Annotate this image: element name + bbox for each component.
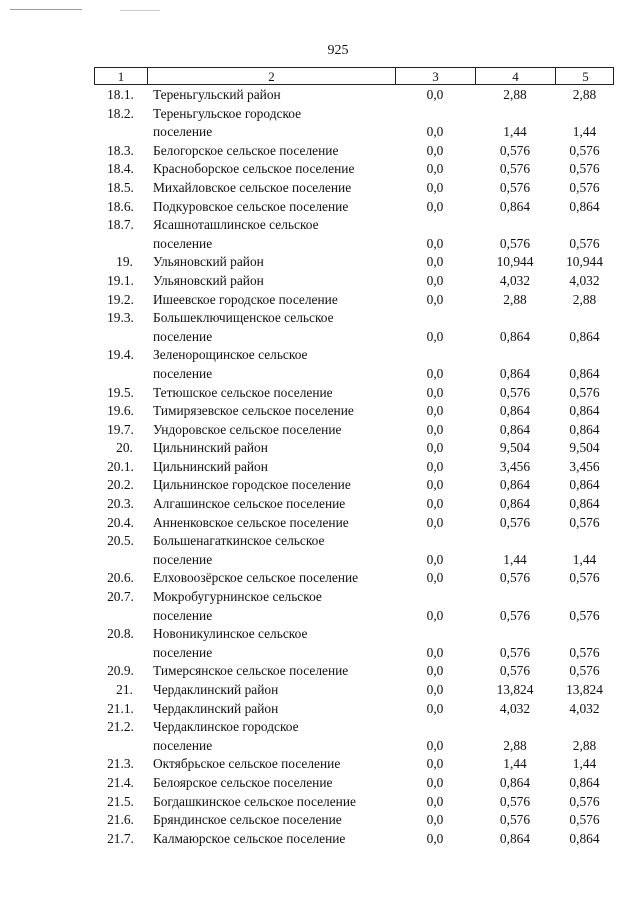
column-3-value: 0,0 [426, 551, 444, 567]
table-body [94, 86, 614, 848]
column-5-value: 10,944 [566, 254, 603, 270]
table-row [94, 384, 614, 403]
column-5-value: 3,456 [569, 458, 600, 474]
column-3-value: 0,0 [426, 87, 444, 102]
table-row [94, 160, 614, 179]
row-name: Мокробугурнинское сельское поселение [153, 589, 322, 623]
column-5-value: 0,864 [569, 421, 600, 437]
row-number: 20.3. [107, 496, 134, 512]
row-number: 19.5. [107, 384, 134, 400]
table-row [94, 86, 614, 105]
column-4-value: 3,456 [499, 458, 531, 474]
column-4-value: 0,576 [499, 570, 531, 586]
column-4-value: 4,032 [499, 700, 531, 716]
column-5-value: 0,864 [569, 198, 600, 214]
row-number: 18.3. [107, 142, 134, 158]
column-5-value: 2,88 [572, 87, 597, 102]
column-5-value: 0,576 [569, 644, 600, 660]
table-row [94, 662, 614, 681]
column-5-value: 1,44 [572, 124, 597, 140]
column-3-value: 0,0 [426, 496, 444, 512]
column-5-value: 0,576 [569, 179, 600, 195]
column-4-value: 0,576 [499, 514, 531, 530]
scan-artifact [10, 9, 82, 10]
row-name: Большенагаткинское сельское поселение [153, 533, 325, 567]
table-row [94, 625, 614, 662]
column-3-value: 0,0 [426, 663, 444, 679]
row-name: Новоникулинское сельское поселение [153, 626, 308, 660]
row-number: 21. [116, 682, 133, 697]
row-number: 18.6. [107, 198, 134, 214]
table-row [94, 532, 614, 569]
row-number: 21.4. [107, 774, 134, 790]
row-name: Чердаклинский район [153, 682, 279, 697]
table-row [94, 793, 614, 812]
row-number: 20. [116, 440, 133, 456]
table-row [94, 755, 614, 774]
column-4-value: 0,864 [499, 365, 531, 381]
column-5-value: 4,032 [569, 272, 600, 288]
row-number: 21.2. [107, 719, 134, 735]
column-5-value: 0,576 [569, 607, 600, 623]
column-3-value: 0,0 [426, 700, 444, 716]
column-4-value: 0,864 [499, 774, 531, 790]
table-row [94, 588, 614, 625]
row-number: 21.3. [107, 756, 134, 772]
row-name: Михайловское сельское поселение [153, 179, 352, 195]
column-5-value: 4,032 [569, 700, 600, 716]
column-5-value: 13,824 [566, 682, 603, 697]
column-4-value: 10,944 [496, 254, 534, 270]
table-row [94, 198, 614, 217]
row-name: Цильнинское городское поселение [153, 477, 351, 493]
row-name: Алгашинское сельское поселение [153, 496, 346, 512]
column-3-value: 0,0 [426, 328, 444, 344]
column-5-value: 0,576 [569, 384, 600, 400]
row-name: Чердаклинское городское поселение [153, 719, 299, 753]
column-header-5: 5 [582, 69, 589, 84]
row-name: Цильнинский район [153, 440, 268, 456]
column-5-value: 0,864 [569, 830, 600, 846]
table-row [94, 309, 614, 346]
row-number: 21.7. [107, 830, 134, 846]
column-4-value: 0,864 [499, 830, 531, 846]
column-4-value: 0,576 [499, 663, 531, 679]
table-row [94, 458, 614, 477]
column-5-value: 1,44 [572, 551, 597, 567]
scan-artifact [120, 10, 160, 11]
column-3-value: 0,0 [426, 291, 444, 307]
column-4-value: 0,864 [499, 328, 531, 344]
row-number: 20.9. [107, 663, 134, 679]
row-number: 21.6. [107, 812, 134, 828]
table-row [94, 681, 614, 700]
table-row [94, 272, 614, 291]
row-number: 20.4. [107, 514, 134, 530]
column-3-value: 0,0 [426, 142, 444, 158]
row-name: Тимерсянское сельское поселение [153, 663, 349, 679]
row-number: 18.5. [107, 179, 134, 195]
column-3-value: 0,0 [426, 793, 444, 809]
row-name: Белогорское сельское поселение [153, 142, 339, 158]
row-name: Чердаклинский район [153, 700, 279, 716]
table-row [94, 346, 614, 383]
column-4-value: 13,824 [496, 682, 534, 697]
column-5-value: 0,864 [569, 328, 600, 344]
column-4-value: 0,576 [499, 793, 531, 809]
column-4-value: 9,504 [499, 440, 531, 456]
column-5-value: 0,864 [569, 403, 600, 419]
row-name: Большеключищенское сельское поселение [153, 310, 334, 344]
column-5-value: 2,88 [572, 291, 597, 307]
table-row [94, 774, 614, 793]
column-3-value: 0,0 [426, 682, 444, 697]
budget-table [94, 67, 614, 848]
column-3-value: 0,0 [426, 235, 444, 251]
table-row [94, 179, 614, 198]
column-3-value: 0,0 [426, 830, 444, 846]
row-number: 19.4. [107, 347, 134, 363]
row-name: Октябрьское сельское поселение [153, 756, 341, 772]
row-name: Ундоровское сельское поселение [153, 421, 342, 437]
row-name: Ишеевское городское поселение [153, 291, 338, 307]
column-4-value: 0,576 [499, 384, 531, 400]
column-3-value: 0,0 [426, 737, 444, 753]
column-4-value: 1,44 [503, 551, 527, 567]
column-5-value: 0,864 [569, 496, 600, 512]
column-3-value: 0,0 [426, 570, 444, 586]
column-4-value: 0,576 [499, 179, 531, 195]
column-3-value: 0,0 [426, 440, 444, 456]
column-5-value: 0,576 [569, 142, 600, 158]
row-number: 19.3. [107, 310, 134, 326]
row-name: Цильнинский район [153, 458, 268, 474]
table-row [94, 421, 614, 440]
row-name: Белоярское сельское поселение [153, 774, 333, 790]
column-4-value: 1,44 [503, 756, 527, 772]
row-name: Ясашноташлинское сельское поселение [153, 217, 319, 251]
column-4-value: 0,576 [499, 161, 531, 177]
row-name: Богдашкинское сельское поселение [153, 793, 356, 809]
row-name: Ульяновский район [153, 254, 264, 270]
row-name: Зеленорощинское сельское поселение [153, 347, 308, 381]
column-3-value: 0,0 [426, 607, 444, 623]
row-name: Калмаюрское сельское поселение [153, 830, 346, 846]
row-number: 19.2. [107, 291, 134, 307]
table-row [94, 291, 614, 310]
column-4-value: 2,88 [503, 291, 527, 307]
column-5-value: 0,576 [569, 514, 600, 530]
column-5-value: 0,576 [569, 812, 600, 828]
column-5-value: 0,576 [569, 570, 600, 586]
column-3-value: 0,0 [426, 124, 444, 140]
row-number: 20.8. [107, 626, 134, 642]
row-name: Тимирязевское сельское поселение [153, 403, 354, 419]
table-row [94, 402, 614, 421]
row-name: Елховоозёрское сельское поселение [153, 570, 359, 586]
table-row [94, 718, 614, 755]
column-3-value: 0,0 [426, 812, 444, 828]
column-5-value: 0,864 [569, 477, 600, 493]
row-number: 20.6. [107, 570, 134, 586]
column-5-value: 0,576 [569, 161, 600, 177]
column-4-value: 0,864 [499, 496, 531, 512]
table-row [94, 495, 614, 514]
table-row [94, 476, 614, 495]
column-5-value: 0,864 [569, 365, 600, 381]
column-3-value: 0,0 [426, 514, 444, 530]
row-number: 21.5. [107, 793, 134, 809]
column-3-value: 0,0 [426, 421, 444, 437]
column-4-value: 0,864 [499, 198, 531, 214]
column-3-value: 0,0 [426, 254, 444, 270]
row-number: 18.4. [107, 161, 134, 177]
column-4-value: 2,88 [503, 737, 527, 753]
column-5-value: 0,576 [569, 793, 600, 809]
table-row [94, 142, 614, 161]
column-5-value: 0,576 [569, 663, 600, 679]
column-4-value: 0,576 [499, 812, 531, 828]
column-4-value: 0,576 [499, 607, 531, 623]
column-4-value: 2,88 [503, 87, 527, 102]
table-row [94, 514, 614, 533]
row-number: 18.1. [107, 87, 134, 102]
column-5-value: 0,576 [569, 235, 600, 251]
column-3-value: 0,0 [426, 198, 444, 214]
row-name: Тереньгульский район [153, 87, 281, 102]
column-4-value: 1,44 [503, 124, 527, 140]
row-number: 20.2. [107, 477, 134, 493]
column-3-value: 0,0 [426, 774, 444, 790]
column-4-value: 0,864 [499, 421, 531, 437]
table-row [94, 216, 614, 253]
table-row [94, 811, 614, 830]
row-number: 20.5. [107, 533, 134, 549]
column-5-value: 9,504 [569, 440, 600, 456]
column-3-value: 0,0 [426, 272, 444, 288]
row-name: Бряндинское сельское поселение [153, 812, 342, 828]
column-3-value: 0,0 [426, 403, 444, 419]
column-4-value: 4,032 [499, 272, 531, 288]
column-3-value: 0,0 [426, 756, 444, 772]
table-header [94, 67, 614, 85]
column-header-1: 1 [95, 68, 148, 85]
row-number: 18.2. [107, 105, 134, 121]
table-row [94, 253, 614, 272]
column-4-value: 0,576 [499, 644, 531, 660]
column-3-value: 0,0 [426, 477, 444, 493]
row-name: Ульяновский район [153, 272, 264, 288]
column-4-value: 0,864 [499, 477, 531, 493]
column-header-4: 4 [476, 68, 556, 85]
row-number: 21.1. [107, 700, 134, 716]
row-name: Подкуровское сельское поселение [153, 198, 349, 214]
column-3-value: 0,0 [426, 384, 444, 400]
table-row [94, 439, 614, 458]
table-row [94, 105, 614, 142]
row-number: 20.1. [107, 458, 134, 474]
column-5-value: 1,44 [572, 756, 597, 772]
column-3-value: 0,0 [426, 161, 444, 177]
row-number: 19.1. [107, 272, 134, 288]
column-3-value: 0,0 [426, 365, 444, 381]
column-4-value: 0,576 [499, 142, 531, 158]
table-row [94, 830, 614, 849]
column-header-2: 2 [148, 68, 396, 85]
row-name: Анненковское сельское поселение [153, 514, 349, 530]
column-3-value: 0,0 [426, 644, 444, 660]
column-5-value: 0,864 [569, 774, 600, 790]
column-3-value: 0,0 [426, 458, 444, 474]
row-name: Тетюшское сельское поселение [153, 384, 333, 400]
table-row [94, 700, 614, 719]
column-4-value: 0,864 [499, 403, 531, 419]
row-number: 19.6. [107, 403, 134, 419]
row-name: Тереньгульское городское поселение [153, 105, 302, 140]
table-row [94, 569, 614, 588]
column-5-value: 2,88 [572, 737, 597, 753]
row-number: 19. [116, 254, 133, 270]
column-header-3: 3 [396, 68, 476, 85]
page-number: 925 [327, 43, 349, 58]
row-number: 18.7. [107, 217, 134, 233]
row-number: 19.7. [107, 421, 134, 437]
row-number: 20.7. [107, 589, 134, 605]
row-name: Красноборское сельское поселение [153, 161, 355, 177]
column-3-value: 0,0 [426, 179, 444, 195]
column-4-value: 0,576 [499, 235, 531, 251]
